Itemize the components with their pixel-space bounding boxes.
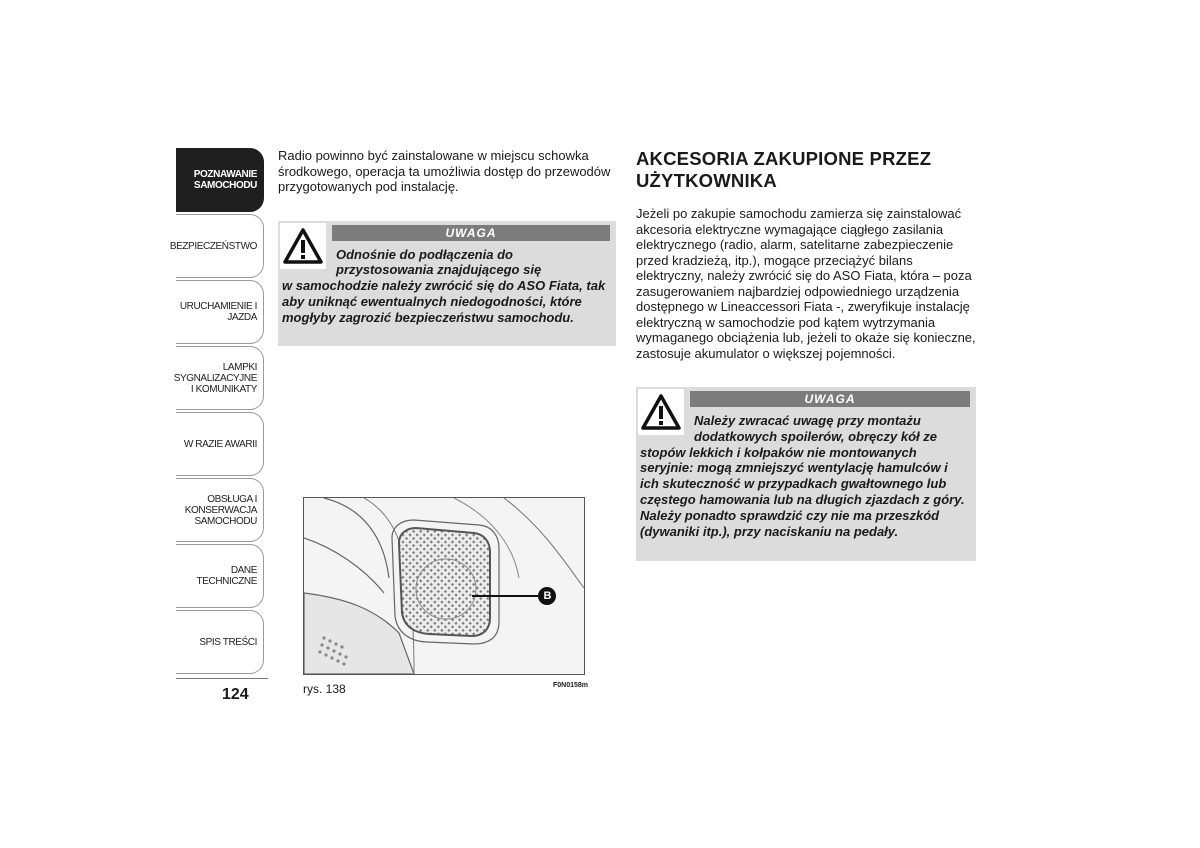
section-heading: AKCESORIA ZAKUPIONE PRZEZ UŻYTKOWNIKA <box>636 148 932 191</box>
tab-label: URUCHAMIENIE I JAZDA <box>179 301 257 323</box>
warning-text <box>282 247 610 326</box>
intro-paragraph: Radio powinno być zainstalowane w miejscu schowka środkowego, operacja ta umożliwia dostęp do przewodów przygotowanych pod instalację. <box>278 148 611 194</box>
tab-bezpieczenstwo[interactable] <box>169 214 264 278</box>
tab-label: POZNAWANIE SAMOCHODU <box>193 169 257 191</box>
warning-label: UWAGA <box>332 225 610 241</box>
tab-obsluga-i-konserwacja[interactable] <box>176 478 264 542</box>
tab-label: BEZPIECZEŃSTWO <box>169 240 257 252</box>
tab-label: DANE TECHNICZNE <box>196 565 257 587</box>
right-column <box>636 148 976 561</box>
figure-code: F0N0158m <box>553 682 589 689</box>
tab-spis-tresci[interactable] <box>176 610 264 674</box>
warning-triangle-icon <box>638 389 684 435</box>
warning-box-accessories <box>636 387 976 561</box>
tab-dane-techniczne[interactable] <box>176 544 264 608</box>
warning-text-first: Należy zwracać uwagę przy montażu dodatkowych spoilerów, obręczy kół ze <box>694 413 937 444</box>
tab-lampki-sygnalizacyjne[interactable] <box>173 346 264 410</box>
tab-uruchamienie-i-jazda[interactable] <box>176 280 264 344</box>
warning-text <box>640 413 970 539</box>
warning-text-rest: stopów lekkich i kołpaków nie montowanych seryjnie: mogą zmniejszyć wentylację hamulców i ich skuteczność w przypadkach gwałtownego lub częstego hamowania lub na długich zjazdach z góry. Należy ponadto sprawdzić czy nie ma przeszkód (dywaniki itp.), przy naciskaniu na pedały. <box>640 444 965 539</box>
warning-text-rest: w samochodzie należy zwrócić się do ASO Fiata, tak aby uniknąć ewentualnych niedogodności, które mogłyby zagrozić bezpieczeństwu samochodu. <box>282 278 606 325</box>
figure-radio-speaker <box>303 497 585 675</box>
tab-w-razie-awarii[interactable] <box>176 412 264 476</box>
figure-callout-b: B <box>543 590 552 602</box>
tab-label: SPIS TREŚCI <box>199 636 257 648</box>
warning-box <box>278 221 616 346</box>
tab-label: OBSŁUGA I KONSERWACJA SAMOCHODU <box>184 493 257 527</box>
section-body: Jeżeli po zakupie samochodu zamierza się zainstalować akcesoria elektryczne wymagające ciągłego zasilania elektrycznego (radio, alarm, satelitarne zabezpieczenie przed kradzieżą, itp.), mogące przeciążyć bilans elektryczny, należy zwrócić się do ASO Fiata, która – poza zasugerowaniem najbardziej odpowiedniego urządzenia dostępnego w Lineaccessori Fiata -, zweryfikuje instalację elektryczną w samochodzie pod kątem wytrzymania wymaganego obciążenia lub, jeżeli to okaże się konieczne, zastosuje akumulator o większej pojemności. <box>636 206 976 361</box>
tab-label: W RAZIE AWARII <box>183 438 257 450</box>
warning-label: UWAGA <box>690 391 970 407</box>
tab-poznawanie-samochodu[interactable] <box>176 148 264 212</box>
tab-label: LAMPKI SYGNALIZACYJNE I KOMUNIKATY <box>173 361 257 395</box>
warning-triangle-icon <box>280 223 326 269</box>
left-column <box>278 148 616 346</box>
page-number: 124 <box>222 686 249 703</box>
warning-text-first: Odnośnie do podłączenia do przystosowania znajdującego się <box>336 246 542 278</box>
figure-caption: rys. 138 <box>303 682 346 696</box>
page-number-rule <box>176 678 268 679</box>
